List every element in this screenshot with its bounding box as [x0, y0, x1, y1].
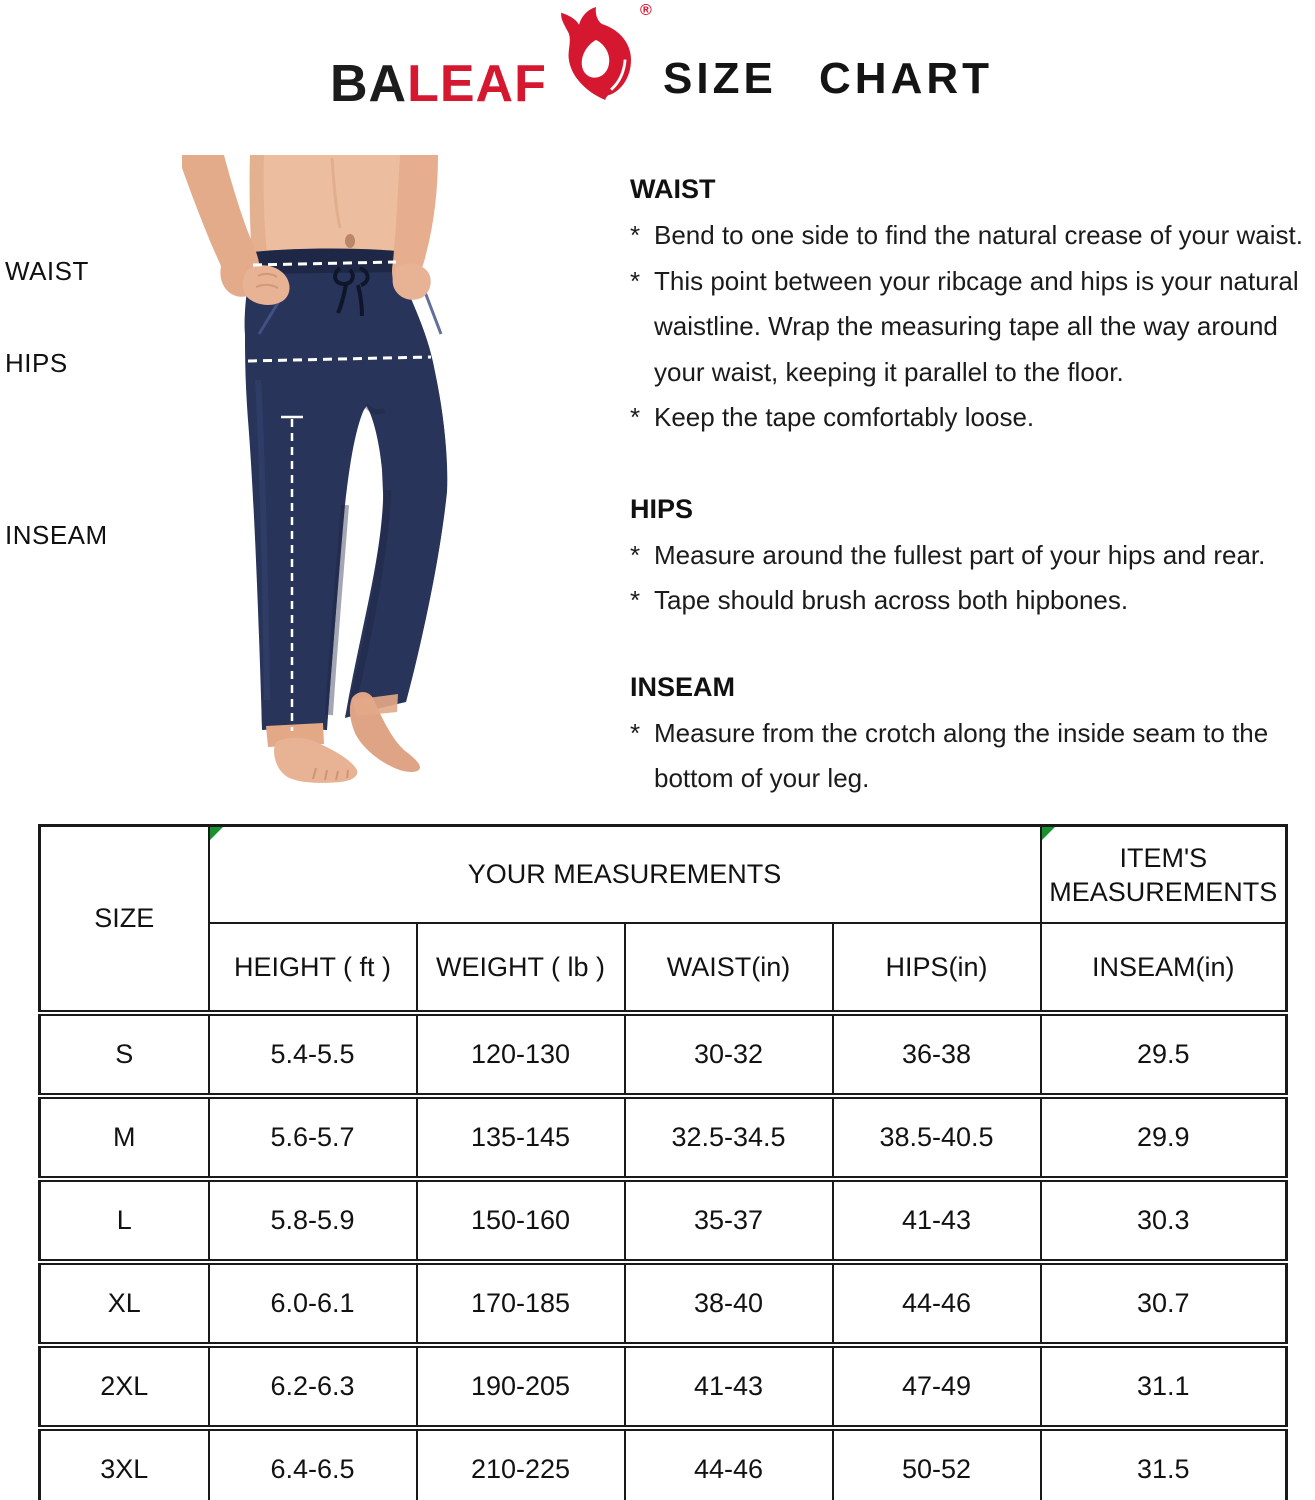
instruction-line: your waist, keeping it parallel to the floor.	[654, 356, 1124, 387]
cell-height: 5.6-5.7	[209, 1096, 417, 1179]
header-items-measurements: ITEM'S MEASUREMENTS	[1041, 826, 1287, 924]
cell-waist: 32.5-34.5	[625, 1096, 833, 1179]
cell-inseam: 31.5	[1041, 1428, 1287, 1500]
table-row-2xl	[40, 1345, 1287, 1428]
instruction-line: * Keep the tape comfortably loose.	[630, 402, 1035, 432]
cell-weight: 120-130	[417, 1013, 625, 1096]
brand-text-ba: BA	[330, 55, 408, 113]
cell-inseam: 29.5	[1041, 1013, 1287, 1096]
figure-label-hips: HIPS	[5, 348, 68, 378]
cell-inseam: 31.1	[1041, 1345, 1287, 1428]
cell-height: 6.4-6.5	[209, 1428, 417, 1500]
cell-hips: 41-43	[833, 1179, 1041, 1262]
inseam-instructions	[630, 671, 1315, 802]
table-row-m	[40, 1096, 1287, 1179]
cell-weight: 210-225	[417, 1428, 625, 1500]
cell-size: S	[40, 1013, 209, 1096]
header-size: SIZE	[40, 826, 209, 1014]
header	[0, 0, 1315, 130]
cell-hips: 36-38	[833, 1013, 1041, 1096]
instruction-line: waistline. Wrap the measuring tape all the way around	[654, 311, 1278, 341]
cell-weight: 150-160	[417, 1179, 625, 1262]
measuring-instructions	[630, 173, 1315, 802]
cell-inseam: 30.7	[1041, 1262, 1287, 1345]
right-arm	[392, 155, 438, 300]
inseam-heading: INSEAM	[630, 671, 736, 702]
instruction-line: * Bend to one side to find the natural crease of your waist.	[630, 220, 1303, 250]
figure-label-inseam: INSEAM	[5, 520, 108, 550]
header-inseam: INSEAM(in)	[1041, 923, 1287, 1013]
header-weight: WEIGHT ( lb )	[417, 923, 625, 1013]
header-height: HEIGHT ( ft )	[209, 923, 417, 1013]
hips-heading: HIPS	[630, 493, 694, 524]
green-corner-marker	[1042, 827, 1055, 840]
instruction-line: * Tape should brush across both hipbones.	[630, 585, 1129, 615]
instruction-line: * This point between your ribcage and hips is your natural	[630, 265, 1299, 296]
table-row-l	[40, 1179, 1287, 1262]
cell-waist: 30-32	[625, 1013, 833, 1096]
pants	[245, 248, 448, 730]
rear-foot	[350, 692, 420, 772]
instruction-line: bottom of your leg.	[654, 763, 870, 793]
header-waist: WAIST(in)	[625, 923, 833, 1013]
table-row-3xl	[40, 1428, 1287, 1500]
cell-height: 6.0-6.1	[209, 1262, 417, 1345]
cell-hips: 50-52	[833, 1428, 1041, 1500]
model-photo-illustration	[140, 155, 470, 795]
brand-text-leaf: LEAF	[407, 55, 547, 113]
brand-leaf-icon	[546, 6, 646, 100]
instruction-line: * Measure from the crotch along the inside seam to the	[630, 717, 1269, 748]
cell-weight: 190-205	[417, 1345, 625, 1428]
waist-heading: WAIST	[630, 174, 716, 204]
instruction-line: * Measure around the fullest part of your hips and rear.	[630, 539, 1266, 570]
cell-hips: 47-49	[833, 1345, 1041, 1428]
registered-trademark-icon: ®	[640, 2, 652, 19]
cell-size: L	[40, 1179, 209, 1262]
cell-weight: 135-145	[417, 1096, 625, 1179]
cell-hips: 44-46	[833, 1262, 1041, 1345]
size-chart-table	[38, 824, 1288, 1500]
table-row-xl	[40, 1262, 1287, 1345]
cell-waist: 44-46	[625, 1428, 833, 1500]
cell-size: M	[40, 1096, 209, 1179]
cell-weight: 170-185	[417, 1262, 625, 1345]
cell-height: 5.8-5.9	[209, 1179, 417, 1262]
cell-height: 5.4-5.5	[209, 1013, 417, 1096]
cell-waist: 41-43	[625, 1345, 833, 1428]
waist-instructions	[630, 173, 1315, 441]
cell-size: XL	[40, 1262, 209, 1345]
cell-size: 2XL	[40, 1345, 209, 1428]
header-your-measurements: YOUR MEASUREMENTS	[209, 826, 1041, 924]
cell-inseam: 30.3	[1041, 1179, 1287, 1262]
table-row-s	[40, 1013, 1287, 1096]
cell-waist: 38-40	[625, 1262, 833, 1345]
cell-height: 6.2-6.3	[209, 1345, 417, 1428]
cell-inseam: 29.9	[1041, 1096, 1287, 1179]
brand-logo	[330, 55, 547, 113]
figure-label-waist: WAIST	[5, 256, 89, 286]
cell-hips: 38.5-40.5	[833, 1096, 1041, 1179]
front-foot	[266, 723, 357, 783]
hips-instructions	[630, 493, 1315, 624]
right-pocket-opening	[425, 292, 441, 334]
cell-size: 3XL	[40, 1428, 209, 1500]
cell-waist: 35-37	[625, 1179, 833, 1262]
header-hips: HIPS(in)	[833, 923, 1041, 1013]
green-corner-marker	[210, 827, 223, 840]
page-title: SIZE CHART	[663, 54, 993, 103]
